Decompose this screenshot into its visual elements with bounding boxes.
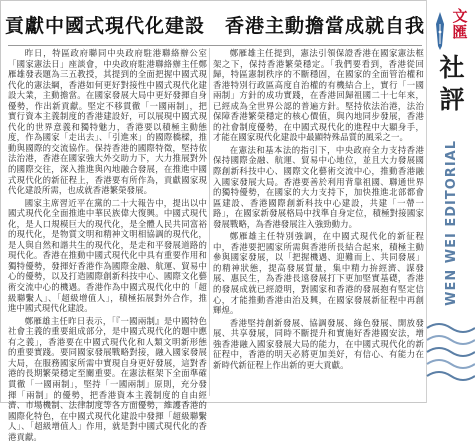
- pen-nib-icon: [433, 10, 447, 52]
- paragraph: 鄭雁雄主任提到，憲法引領保證香港在國家憲法框架之下，保持香港繁榮穩定。「我們要看到，香港從回歸，特區憲制秩序的不斷穩固，在國家的全面管治權和香港特別行政區高度自治權的有機結合上，實行「一國兩制」方針的成功實踐，在香港回歸祖國二十七年來，已經成為全世界公認的普遍方針。堅持依法治港，法治保障香港繁榮穩定的核心價值，與內地同步發展，香港的社會制度優勢，在中國式現代化的進程中大顯身手，才能在國家現代化建設中最顯特殊品質的風采之一。: [213, 48, 424, 143]
- paragraph: 鄭雁雄主任特別強調，在中國式現代化的新征程中，香港要把國家所需與香港所長結合起來，積極主動參與國家發展，以「把握機遇、迎難而上、共同發展」的精神狀態，提高發展質量，集中精力拚經濟、謀發展、惠民生，為香港長遠發展打下更加堅實基礎，香港的發展成就已經證明，對國家和香港的發展抱有堅定信心，才能推動香港由治及興，在國家發展新征程中再創輝煌。: [213, 231, 424, 316]
- column-title: [431, 52, 473, 116]
- editorial-sidebar: [426, 0, 475, 403]
- column-name-english-text: WEN WEI EDITORIAL: [443, 140, 459, 306]
- paragraph: 昨日，特區政府聯同中央政府駐港聯絡辦公室「國家憲法日」座談會，中央政府駐港聯絡辦主任鄭雁雄發表題為三五教授，其提到的全面把握中國式現代化的憲法綱，香港如何更好對接性中國式現代化建設大業，主動擔當。在國家發展大局中更好發揮自身優勢，作出新貢獻。堅定不移貫徹「一國兩制」，把實行資本主義制度的香港建設好，可以展現中國式現代化的世界意義和獨特魅力，香港要以積極主動態度，作為國家「走出去」、「引進來」的國際橋樑，推動與國際的交流協作。保持香港的國際特徵，堅持依法治港，香港在國家強大外交助力下，大力推展對外的國際交往，深入推進與內地融合發展，在推進中國式現代化的新征程上，香港要有所作為，貢獻國家現代化建設所需，也成就香港繁榮發展。: [8, 48, 207, 196]
- column-title-char: 評: [439, 85, 465, 114]
- paragraph: 國家主席習近平在黨的二十大報告中，提出以中國式現代化全面推進中華民族偉大復興。中國式現代化，是人口規模巨大的現代化，是全體人民共同富裕的現代化，是物質文明和精神文明相協調的現代化，是人與自然和諧共生的現代化，是走和平發展道路的現代化。香港在推動中國式現代化中具有重要作用和獨特優勢，發揮好香港作為國際金融、航運、貿易中心的優勢，以及打造國際創新科技中心、國際文化藝術交流中心的機遇。香港作為中國式現代化中的「超級聯繫人」、「超級增值人」，積極拓展對外合作，推進中國式現代化建設。: [8, 197, 207, 314]
- article-column-left: [8, 48, 207, 442]
- headline: 貢獻中國式現代化建設 香港主動擔當成就自我: [5, 14, 426, 37]
- paragraph: 鄭雁雄主任昨日表示，「『一國兩制』是中國特色社會主義的重要組成部分，是中國式現代化的題中應有之義」，香港要在中國式現代化和人類文明新形態的重要實踐。要同國家發展戰略對接，融入國家發展大局，在服務國家所需中實現自身更好發展，這對香港的長期繁榮穩定至關重要。在憲法框架下全面準確貫徹「一國兩制」，堅持「一國兩制」原則，充分發揮「兩制」的優勢，把香港資本主義制度的自由經濟、市場機制、法律制度等各方面優勢，維護香港的國際化特色，在中國式現代化建設中發揮「超級聯繫人」、「超級增值人」作用，就是對中國式現代化的香港貢獻。: [8, 315, 207, 442]
- column-name-english: [433, 138, 469, 308]
- brand-char: 文: [452, 7, 468, 25]
- article-column-right: [213, 48, 424, 396]
- brand-char: 匯: [452, 23, 468, 41]
- paragraph: 香港堅持創新發展、協調發展、綠色發展、開放發展、共享發展，同時不斷提升和實施好香港國安法，增強香港融入國家發展大局的能力，在中國式現代化的新征程中，香港的明天必將更加美好，有信心、有能力在新時代新征程上作出新的更大貢獻。: [213, 317, 424, 370]
- column-divider: [209, 48, 210, 396]
- headline-rule: [8, 45, 422, 46]
- paragraph: 在憲法和基本法的指引下，中央政府全力支持香港保持國際金融、航運、貿易中心地位，並且大力發展國際創新科技中心、國際文化藝術交流中心，推動香港融入國家發展大局。香港要善於利用背靠祖國、聯通世界的獨特優勢，在國家的大力支持下，加快推進北部都會區建設、香港國際創新科技中心建設，共建「一帶一路」，在國家新發展格局中找準自身定位，積極對接國家發展戰略，為香港發展注入強勁動力。: [213, 144, 424, 229]
- brand-logo: [449, 8, 471, 40]
- wave-decoration-icon: [427, 318, 475, 398]
- column-title-char: 社: [439, 53, 465, 82]
